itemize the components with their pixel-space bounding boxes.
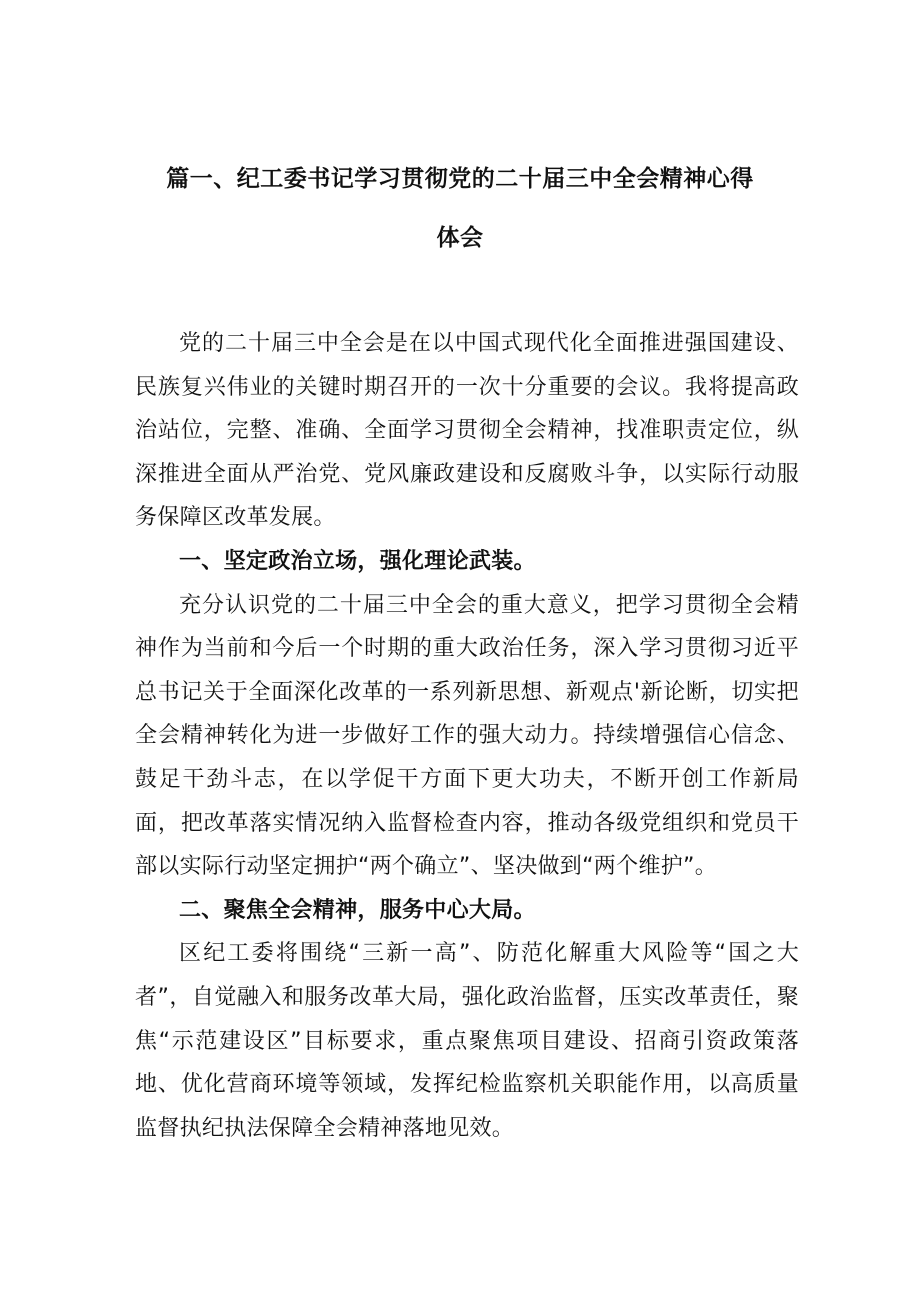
section-2-paragraph: 区纪工委将围绕“三新一高”、防范化解重大风险等“国之大者”，自觉融入和服务改革大局，强化政治监督，压实改革责任，聚焦“示范建设区”目标要求，重点聚焦项目建设、招商引资政策落地、优化营商环境等领域，发挥纪检监察机关职能作用，以高质量监督执纪执法保障全会精神落地见效。 (135, 941, 799, 1141)
section-1-paragraph: 充分认识党的二十届三中全会的重大意义，把学习贯彻全会精神作为当前和今后一个时期的重大政治任务，深入学习贯彻习近平总书记关于全面深化改革的一系列新思想、新观点'新论断，切实把全会精神转化为进一步做好工作的强大动力。持续增强信心信念、鼓足干劲斗志，在以学促干方面下更大功夫，不断开创工作新局面，把改革落实情况纳入监督检查内容，推动各级党组织和党员干部以实际行动坚定拥护“两个确立”、坚决做到“两个维护”。 (135, 592, 799, 880)
intro-paragraph: 党的二十届三中全会是在以中国式现代化全面推进强国建设、民族复兴伟业的关键时期召开的一次十分重要的会议。我将提高政治站位，完整、准确、全面学习贯彻全会精神，找准职责定位，纵深推进全面从严治党、党风廉政建设和反腐败斗争，以实际行动服务保障区改革发展。 (135, 331, 799, 531)
section-1-heading: 一、坚定政治立场，强化理论武装。 (179, 548, 536, 574)
section-2-heading: 二、聚焦全会精神，服务中心大局。 (179, 897, 536, 923)
document-title-line-1: 篇一、纪工委书记学习贯彻党的二十届三中全会精神心得 (166, 166, 754, 192)
document-title-line-2: 体会 (436, 225, 484, 251)
document-body (135, 322, 799, 1150)
